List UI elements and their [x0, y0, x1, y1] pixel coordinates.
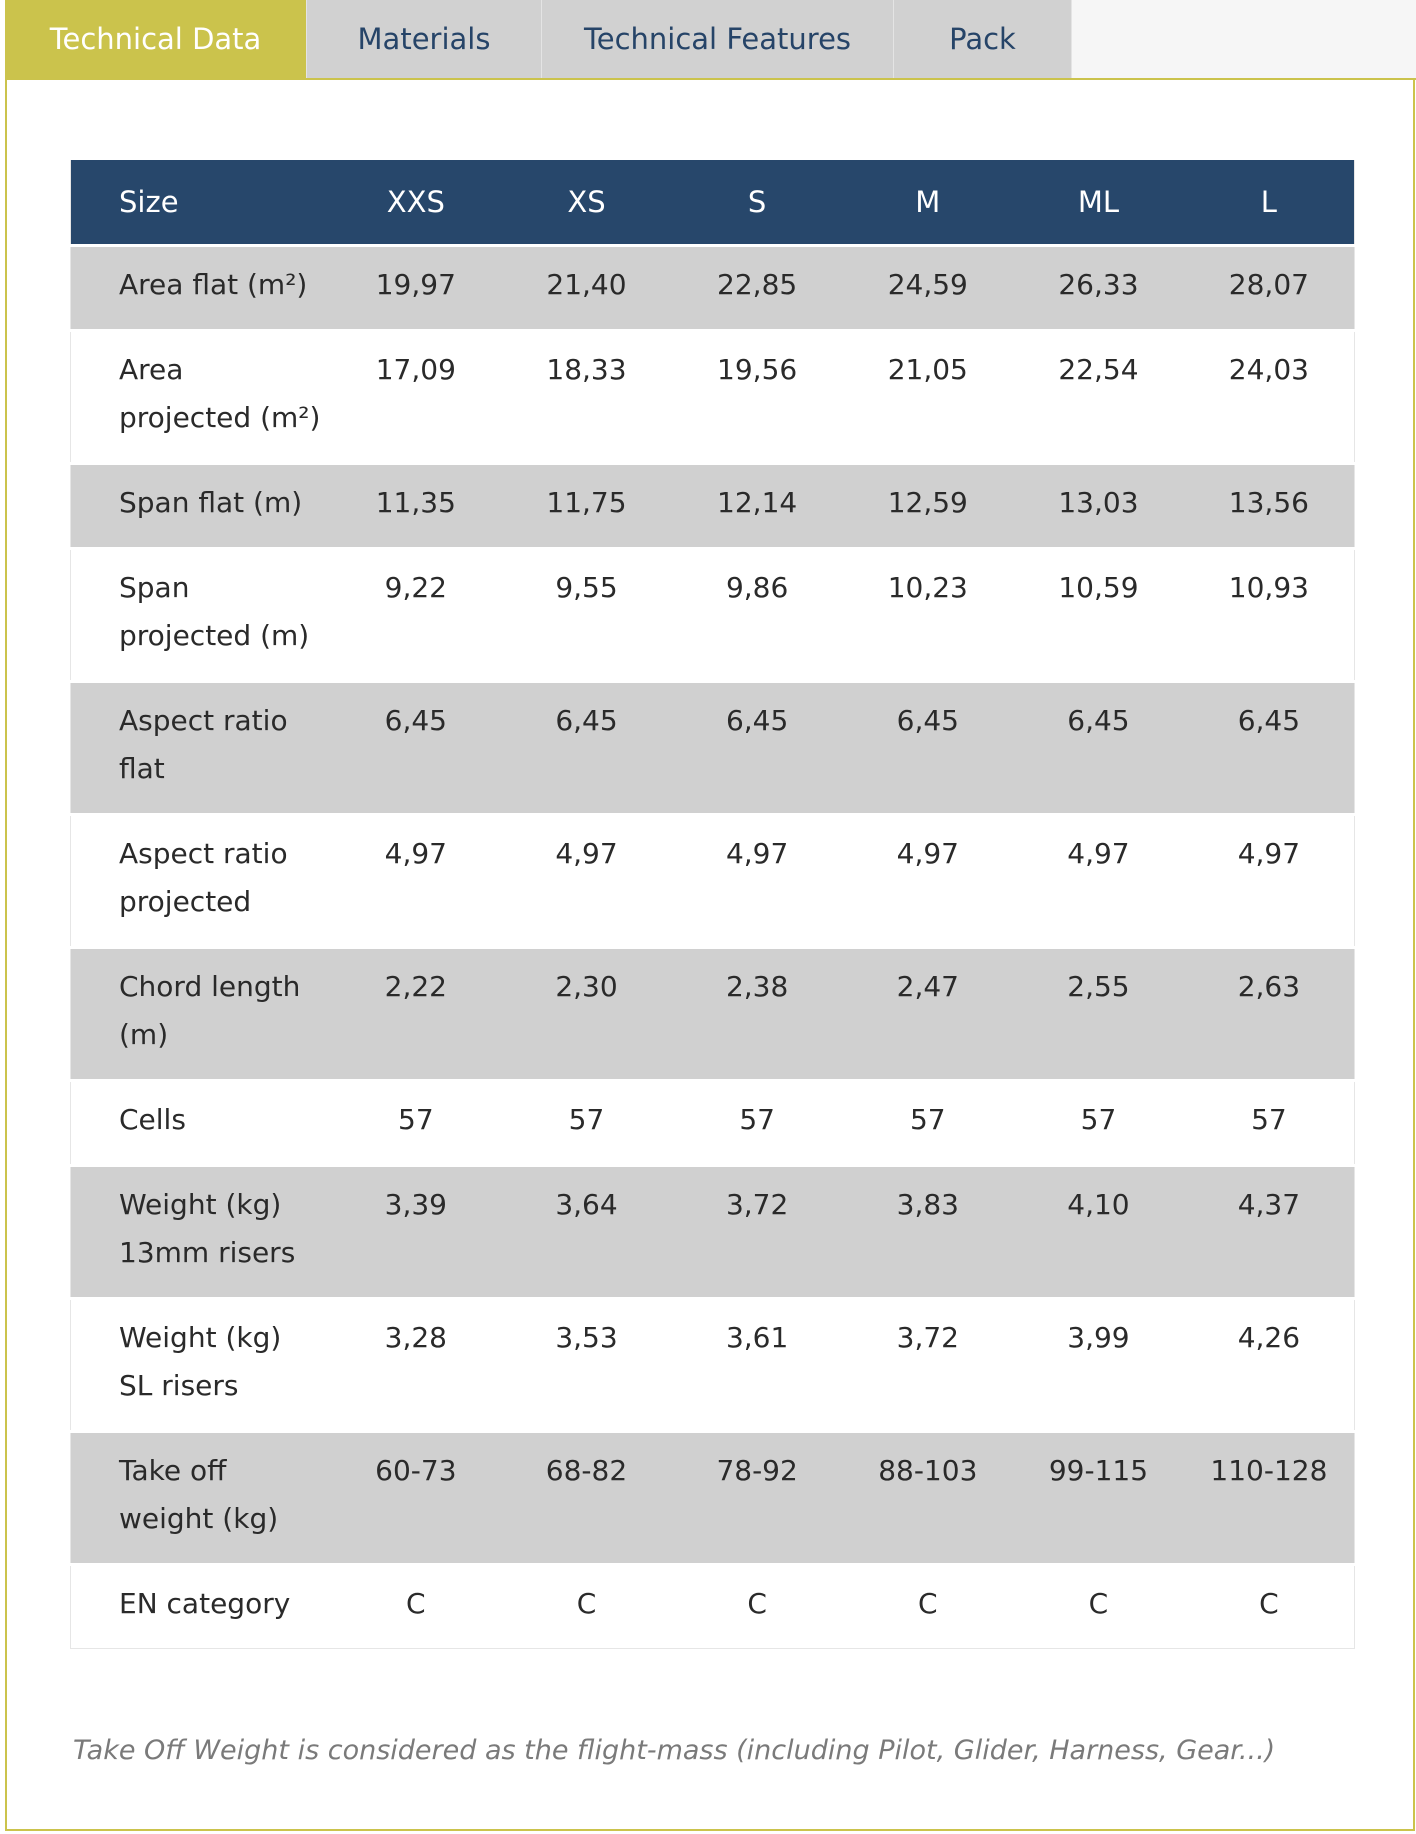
table-cell: C — [672, 1565, 843, 1649]
table-cell: 4,97 — [501, 815, 672, 948]
table-cell: 11,35 — [331, 464, 502, 549]
table-cell: C — [331, 1565, 502, 1649]
table-cell: 3,61 — [672, 1299, 843, 1432]
header-l: L — [1260, 185, 1277, 219]
table-cell: 19,97 — [331, 246, 502, 331]
row-label: Chord length (m) — [71, 948, 331, 1081]
table-cell: 57 — [1184, 1081, 1355, 1166]
table-cell: 18,33 — [501, 331, 672, 464]
header-xs: XS — [567, 185, 606, 219]
table-cell: 57 — [501, 1081, 672, 1166]
row-label: Area projected (m²) — [71, 331, 331, 464]
table-cell: 22,85 — [672, 246, 843, 331]
table-cell: 68-82 — [501, 1432, 672, 1565]
table-row — [71, 1299, 1355, 1432]
table-cell: 21,40 — [501, 246, 672, 331]
table-cell: 17,09 — [331, 331, 502, 464]
table-cell: C — [501, 1565, 672, 1649]
table-cell: 3,53 — [501, 1299, 672, 1432]
table-cell: 11,75 — [501, 464, 672, 549]
table-cell: 2,47 — [842, 948, 1013, 1081]
table-cell: 4,26 — [1184, 1299, 1355, 1432]
table-cell: 6,45 — [331, 682, 502, 815]
table-cell: 4,97 — [1013, 815, 1184, 948]
row-label: Span projected (m) — [71, 549, 331, 682]
table-cell: 57 — [1013, 1081, 1184, 1166]
table-row — [71, 246, 1355, 331]
table-cell: 2,38 — [672, 948, 843, 1081]
table-cell: 6,45 — [1184, 682, 1355, 815]
table-cell: 19,56 — [672, 331, 843, 464]
row-label: Cells — [71, 1081, 331, 1166]
table-row — [71, 948, 1355, 1081]
header-size: Size — [119, 185, 179, 219]
table-cell: 4,37 — [1184, 1166, 1355, 1299]
table-row — [71, 464, 1355, 549]
table-row — [71, 1565, 1355, 1649]
table-cell: 24,03 — [1184, 331, 1355, 464]
tab-technical-features[interactable]: Technical Features — [542, 0, 894, 78]
table-cell: 3,28 — [331, 1299, 502, 1432]
table-cell: 3,72 — [672, 1166, 843, 1299]
tab-technical-data[interactable]: Technical Data — [5, 0, 307, 78]
row-label: Span flat (m) — [71, 464, 331, 549]
table-cell: 21,05 — [842, 331, 1013, 464]
table-cell: 4,97 — [1184, 815, 1355, 948]
table-row — [71, 1166, 1355, 1299]
table-row — [71, 331, 1355, 464]
row-label: Aspect ratio projected — [71, 815, 331, 948]
row-label: Weight (kg) SL risers — [71, 1299, 331, 1432]
table-cell: 24,59 — [842, 246, 1013, 331]
table-cell: 28,07 — [1184, 246, 1355, 331]
table-cell: 9,86 — [672, 549, 843, 682]
table-cell: 4,97 — [331, 815, 502, 948]
header-ml: ML — [1077, 185, 1120, 219]
table-header-row — [71, 160, 1355, 246]
footnote: Take Off Weight is considered as the flight-mass (including Pilot, Glider, Harness, Gear...) — [73, 1735, 1276, 1766]
table-cell: 57 — [842, 1081, 1013, 1166]
header-s: S — [747, 185, 767, 219]
table-cell: 3,64 — [501, 1166, 672, 1299]
table-row — [71, 549, 1355, 682]
tab-bar — [5, 0, 1416, 80]
table-cell: 99-115 — [1013, 1432, 1184, 1565]
row-label: Weight (kg) 13mm risers — [71, 1166, 331, 1299]
row-label: Aspect ratio flat — [71, 682, 331, 815]
table-cell: 4,97 — [842, 815, 1013, 948]
table-cell: 2,63 — [1184, 948, 1355, 1081]
tab-panel — [5, 80, 1415, 1831]
table-cell: 10,23 — [842, 549, 1013, 682]
table-cell: C — [1184, 1565, 1355, 1649]
table-cell: 26,33 — [1013, 246, 1184, 331]
table-cell: 9,55 — [501, 549, 672, 682]
table-cell: 12,59 — [842, 464, 1013, 549]
table-cell: 6,45 — [842, 682, 1013, 815]
table-cell: 3,83 — [842, 1166, 1013, 1299]
table-row — [71, 815, 1355, 948]
tab-pack[interactable]: Pack — [894, 0, 1072, 78]
table-cell: 4,97 — [672, 815, 843, 948]
table-cell: 10,93 — [1184, 549, 1355, 682]
table-cell: 4,10 — [1013, 1166, 1184, 1299]
table-cell: 2,30 — [501, 948, 672, 1081]
table-cell: 10,59 — [1013, 549, 1184, 682]
table-cell: 6,45 — [1013, 682, 1184, 815]
table-cell: 3,39 — [331, 1166, 502, 1299]
header-xxs: XXS — [386, 185, 445, 219]
table-cell: 12,14 — [672, 464, 843, 549]
table-cell: 57 — [331, 1081, 502, 1166]
row-label: EN category — [71, 1565, 331, 1649]
table-cell: 57 — [672, 1081, 843, 1166]
table-cell: 60-73 — [331, 1432, 502, 1565]
row-label: Area flat (m²) — [71, 246, 331, 331]
tab-materials[interactable]: Materials — [307, 0, 542, 78]
table-cell: 22,54 — [1013, 331, 1184, 464]
table-cell: 3,99 — [1013, 1299, 1184, 1432]
table-cell: C — [842, 1565, 1013, 1649]
table-cell: 3,72 — [842, 1299, 1013, 1432]
technical-data-table — [70, 160, 1355, 1649]
table-cell: 78-92 — [672, 1432, 843, 1565]
row-label: Take off weight (kg) — [71, 1432, 331, 1565]
table-cell: 88-103 — [842, 1432, 1013, 1565]
table-cell: 13,03 — [1013, 464, 1184, 549]
table-cell: 2,22 — [331, 948, 502, 1081]
header-m: M — [915, 185, 941, 219]
table-row — [71, 1432, 1355, 1565]
table-row — [71, 1081, 1355, 1166]
table-cell: 2,55 — [1013, 948, 1184, 1081]
table-cell: 13,56 — [1184, 464, 1355, 549]
table-row — [71, 682, 1355, 815]
table-cell: 6,45 — [501, 682, 672, 815]
table-cell: 6,45 — [672, 682, 843, 815]
table-cell: C — [1013, 1565, 1184, 1649]
table-cell: 9,22 — [331, 549, 502, 682]
table-cell: 110-128 — [1184, 1432, 1355, 1565]
